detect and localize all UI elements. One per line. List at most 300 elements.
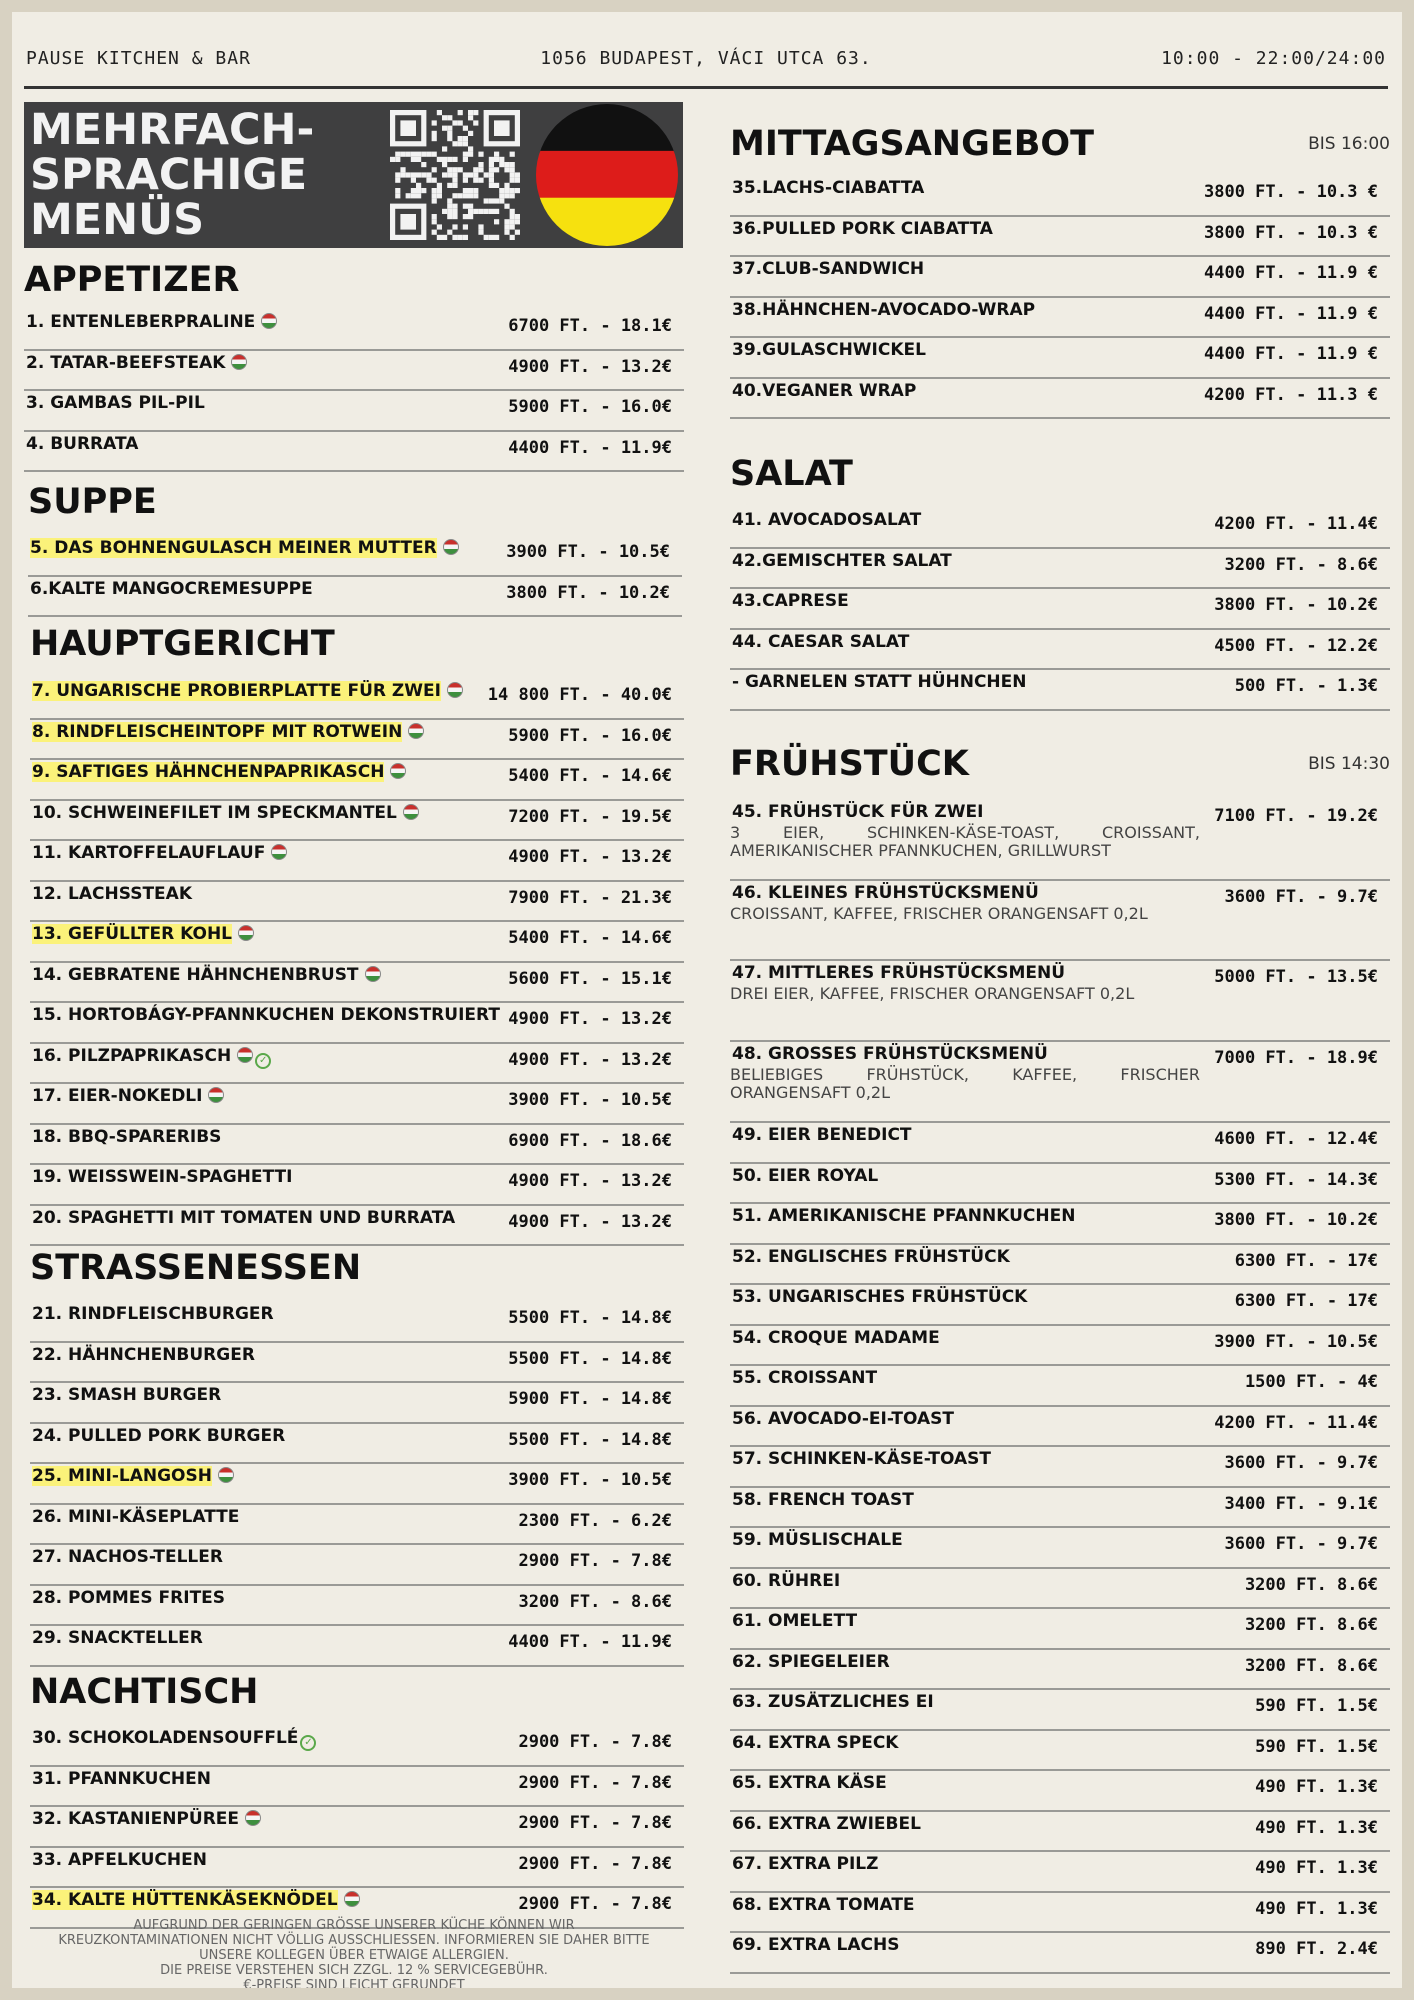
hungarian-flag-icon (238, 925, 254, 941)
menu-item-name (732, 1611, 857, 1631)
menu-item-price: 3600 FT. - 9.7€ (1224, 1453, 1378, 1473)
menu-item-price: 3600 FT. - 9.7€ (1224, 1534, 1378, 1554)
menu-item-name (32, 1728, 316, 1751)
menu-item-label: 43.CAPRESE (732, 591, 849, 611)
menu-item-name (732, 1652, 890, 1672)
hungarian-flag-icon (208, 1087, 224, 1103)
menu-item-label: 29. SNACKTELLER (32, 1628, 203, 1648)
menu-item[interactable] (730, 508, 1390, 549)
menu-item-label: 51. AMERIKANISCHE PFANNKUCHEN (732, 1206, 1076, 1226)
menu-item-name (32, 884, 192, 904)
menu-item[interactable] (30, 1505, 684, 1546)
banner-title (30, 105, 390, 245)
menu-item[interactable] (30, 1302, 684, 1343)
menu-item-label: 12. LACHSSTEAK (32, 883, 192, 904)
menu-item-description: DREI EIER, KAFFEE, FRISCHER ORANGENSAFT 0,2L (730, 984, 1135, 1003)
menu-item[interactable] (30, 882, 684, 923)
menu-item[interactable] (730, 217, 1390, 258)
menu-item-name (732, 672, 1027, 692)
menu-item[interactable] (730, 1690, 1390, 1731)
hungarian-flag-icon (365, 966, 381, 982)
menu-item-name (732, 1368, 877, 1388)
menu-item-price: 490 FT. 1.3€ (1255, 1817, 1378, 1838)
menu-item[interactable] (730, 1042, 1390, 1123)
menu-item-price: 590 FT. 1.5€ (1255, 1736, 1378, 1757)
menu-item[interactable] (730, 1123, 1390, 1164)
menu-item-price: 3200 FT. 8.6€ (1244, 1655, 1378, 1676)
menu-item-label: 10. SCHWEINEFILET IM SPECKMANTEL (32, 802, 397, 823)
menu-item-price: 2900 FT. - 7.8€ (518, 1813, 672, 1833)
section-title: NACHTISCH (30, 1672, 259, 1712)
menu-item[interactable] (730, 1326, 1390, 1367)
hungarian-flag-icon (408, 723, 424, 739)
menu-item-label: 55. CROISSANT (732, 1368, 878, 1388)
menu-item-price: 5500 FT. - 14.8€ (508, 1348, 672, 1369)
menu-item-name (32, 1046, 271, 1069)
menu-item-name (32, 1850, 207, 1870)
menu-item-name (32, 1588, 225, 1608)
menu-item[interactable] (28, 536, 682, 577)
menu-item-price: 7100 FT. - 19.2€ (1214, 806, 1378, 826)
menu-item[interactable] (730, 1245, 1390, 1286)
menu-item[interactable] (730, 1852, 1390, 1893)
menu-item-price: 5600 FT. - 15.1€ (508, 968, 672, 989)
menu-item-name (32, 1167, 292, 1187)
menu-item-name (32, 965, 381, 985)
menu-item-price: 2300 FT. - 6.2€ (518, 1510, 672, 1531)
restaurant-name: PAUSE KITCHEN & BAR (26, 48, 251, 69)
menu-item[interactable] (730, 670, 1390, 711)
menu-item-name (732, 1895, 915, 1915)
menu-item-name (732, 1571, 840, 1591)
menu-item[interactable] (24, 432, 684, 473)
hungarian-flag-icon (443, 539, 459, 555)
menu-item-price: 4400 FT. - 11.9€ (508, 1632, 672, 1652)
menu-item-name (732, 963, 1065, 983)
menu-item[interactable] (30, 1084, 684, 1125)
menu-item[interactable] (730, 257, 1390, 298)
menu-item-label: 27. NACHOS-TELLER (32, 1547, 223, 1567)
menu-item[interactable] (730, 961, 1390, 1042)
menu-item-price: 4900 FT. - 13.2€ (508, 1171, 672, 1191)
menu-item-name (32, 1769, 211, 1789)
menu-item-label: 54. CROQUE MADAME (732, 1327, 940, 1348)
menu-item-name (732, 1287, 1027, 1307)
menu-item[interactable] (28, 577, 682, 618)
menu-item-price: 3900 FT. - 10.5€ (508, 1090, 672, 1110)
menu-item[interactable] (30, 1003, 684, 1044)
section-title: SUPPE (28, 482, 157, 522)
hungarian-flag-icon (218, 1467, 234, 1483)
menu-item-name (30, 538, 459, 558)
menu-item-label: 36.PULLED PORK CIABATTA (732, 218, 993, 239)
menu-item[interactable] (730, 338, 1390, 379)
menu-item[interactable] (30, 1464, 684, 1505)
menu-item[interactable] (730, 630, 1390, 671)
footnote-line: AUFGRUND DER GERINGEN GRÖSSE UNSERER KÜCHE KÖNNEN WIR (133, 1918, 575, 1933)
menu-item[interactable] (30, 1807, 684, 1848)
section-title: APPETIZER (24, 260, 240, 300)
menu-item[interactable] (730, 1569, 1390, 1610)
menu-item-price: 2900 FT. - 7.8€ (518, 1732, 672, 1752)
menu-item[interactable] (30, 1343, 684, 1384)
menu-item[interactable] (730, 1893, 1390, 1934)
menu-item-price: 4200 FT. - 11.4€ (1214, 514, 1378, 534)
menu-item-price: 5900 FT. - 14.8€ (508, 1389, 672, 1409)
menu-item-label: 64. EXTRA SPECK (732, 1732, 899, 1753)
section-time-note: BIS 14:30 (1308, 754, 1390, 774)
menu-item-name (26, 312, 277, 332)
menu-item-price: 14 800 FT. - 40.0€ (487, 685, 672, 705)
menu-item-name (732, 178, 924, 198)
menu-item-price: 490 FT. 1.3€ (1255, 1777, 1378, 1797)
menu-item[interactable] (730, 1488, 1390, 1529)
menu-item-name (26, 434, 138, 454)
menu-item-label: 1. ENTENLEBERPRALINE (26, 312, 256, 332)
menu-item-price: 6300 FT. - 17€ (1234, 1250, 1378, 1271)
menu-item-price: 1500 FT. - 4€ (1244, 1372, 1378, 1392)
menu-item[interactable] (730, 1528, 1390, 1569)
menu-item-price: 5400 FT. - 14.6€ (508, 928, 672, 948)
menu-page (12, 12, 1402, 1988)
menu-item-price: 3800 FT. - 10.3 € (1204, 222, 1378, 243)
hungarian-flag-icon (271, 844, 287, 860)
menu-item-price: 3200 FT. - 8.6€ (518, 1591, 672, 1612)
menu-item-label: 32. KASTANIENPÜREE (32, 1809, 240, 1829)
banner-title-line: MENÜS (30, 195, 205, 245)
menu-item-name (32, 1890, 360, 1910)
menu-item-name (32, 1466, 234, 1486)
menu-item[interactable] (30, 760, 684, 801)
menu-item-label: 37.CLUB-SANDWICH (732, 259, 925, 279)
menu-item[interactable] (30, 1767, 684, 1808)
menu-item-name (32, 681, 463, 701)
footnote-line: DIE PREISE VERSTEHEN SICH ZZGL. 12 % SERVICEGEBÜHR. (160, 1963, 548, 1978)
hungarian-flag-icon (261, 313, 277, 329)
footnote-line: UNSERE KOLLEGEN ÜBER ETWAIGE ALLERGIEN. (199, 1948, 509, 1963)
menu-item-price: 5400 FT. - 14.6€ (508, 766, 672, 786)
menu-item[interactable] (730, 1407, 1390, 1448)
menu-item-label: 21. RINDFLEISCHBURGER (32, 1304, 274, 1324)
menu-item-label: 17. EIER-NOKEDLI (32, 1086, 203, 1106)
menu-item-price: 490 FT. 1.3€ (1255, 1858, 1378, 1878)
footnote-line: €-PREISE SIND LEICHT GERUNDET (243, 1978, 465, 1988)
german-flag-icon[interactable] (536, 104, 678, 246)
menu-item-name (32, 1127, 221, 1147)
menu-item-label: 68. EXTRA TOMATE (732, 1894, 915, 1915)
menu-item-label: 49. EIER BENEDICT (732, 1125, 912, 1145)
menu-item-price: 4600 FT. - 12.4€ (1214, 1129, 1378, 1149)
menu-item-name (32, 1304, 274, 1324)
menu-item-label: 40.VEGANER WRAP (732, 380, 917, 401)
menu-item-label: 11. KARTOFFELAUFLAUF (32, 843, 266, 863)
menu-item-description: CROISSANT, KAFFEE, FRISCHER ORANGENSAFT 0,2L (730, 904, 1148, 923)
menu-item-label: 66. EXTRA ZWIEBEL (732, 1813, 921, 1834)
menu-item-label: 58. FRENCH TOAST (732, 1489, 914, 1510)
menu-item[interactable] (730, 379, 1390, 420)
menu-item-price: 4900 FT. - 13.2€ (508, 1009, 672, 1029)
menu-item-name (32, 1507, 239, 1527)
menu-item-name (732, 1692, 934, 1712)
menu-item-label: 60. RÜHREI (732, 1570, 841, 1591)
menu-item-name (732, 591, 849, 611)
menu-item-label: 59. MÜSLISCHALE (732, 1530, 903, 1550)
menu-item-price: 4500 FT. - 12.2€ (1214, 635, 1378, 656)
menu-item[interactable] (30, 801, 684, 842)
menu-item-price: 3800 FT. - 10.2€ (1214, 1210, 1378, 1230)
menu-item-label: 34. KALTE HÜTTENKÄSEKNÖDEL (32, 1890, 338, 1910)
vegetarian-icon: ✓ (300, 1735, 316, 1751)
menu-item-name (732, 1935, 899, 1955)
menu-item-price: 3200 FT. 8.6€ (1244, 1615, 1378, 1635)
menu-item[interactable] (30, 1586, 684, 1627)
allergy-footnote (24, 1918, 684, 1988)
menu-item[interactable] (30, 1044, 684, 1085)
menu-item-price: 590 FT. 1.5€ (1255, 1696, 1378, 1716)
menu-item-label: 69. EXTRA LACHS (732, 1935, 900, 1955)
menu-item-price: 3800 FT. - 10.3 € (1204, 182, 1378, 202)
menu-item-label: 25. MINI-LANGOSH (32, 1466, 212, 1486)
menu-item-price: 3900 FT. - 10.5€ (506, 542, 670, 562)
menu-item-name (732, 883, 1039, 903)
menu-item-name (732, 510, 921, 530)
hungarian-flag-icon (344, 1891, 360, 1907)
menu-item-label: 13. GEFÜLLTER KOHL (32, 924, 233, 944)
menu-item[interactable] (730, 1650, 1390, 1691)
menu-item-label: 42.GEMISCHTER SALAT (732, 550, 952, 571)
menu-item-price: 4900 FT. - 13.2€ (508, 1211, 672, 1232)
menu-item-label: 4. BURRATA (26, 433, 139, 454)
menu-item-price: 2900 FT. - 7.8€ (518, 1853, 672, 1874)
banner-title-line: SPRACHIGE (30, 150, 308, 200)
menu-item-price: 3200 FT. - 8.6€ (1224, 554, 1378, 575)
menu-item-name (32, 1005, 500, 1025)
menu-item-name (30, 579, 313, 599)
menu-item-price: 4900 FT. - 13.2€ (508, 356, 672, 377)
menu-item-label: 50. EIER ROYAL (732, 1165, 879, 1186)
menu-item-price: 3400 FT. - 9.1€ (1224, 1493, 1378, 1514)
menu-item-label: 15. HORTOBÁGY-PFANNKUCHEN DEKONSTRUIERT (32, 1005, 500, 1025)
menu-item[interactable] (30, 1848, 684, 1889)
language-banner (24, 102, 683, 248)
menu-item-label: 47. MITTLERES FRÜHSTÜCKSMENÜ (732, 963, 1066, 983)
menu-item-name (32, 843, 287, 863)
menu-item[interactable] (730, 1285, 1390, 1326)
menu-item-name (32, 924, 254, 944)
menu-item[interactable] (730, 176, 1390, 217)
menu-item-price: 7200 FT. - 19.5€ (508, 806, 672, 827)
section-time-note: BIS 16:00 (1308, 134, 1390, 154)
menu-item-label: 8. RINDFLEISCHEINTOPF MIT ROTWEIN (32, 721, 403, 742)
menu-item[interactable] (30, 1165, 684, 1206)
menu-item[interactable] (24, 310, 684, 351)
menu-item-price: 3600 FT. - 9.7€ (1224, 887, 1378, 907)
menu-item[interactable] (24, 351, 684, 392)
menu-item[interactable] (730, 1447, 1390, 1488)
menu-item-name (26, 353, 247, 373)
hungarian-flag-icon (447, 682, 463, 698)
menu-item-label: 61. OMELETT (732, 1611, 858, 1631)
hungarian-flag-icon (245, 1810, 261, 1826)
menu-item-name (732, 1449, 991, 1469)
menu-item[interactable] (730, 1609, 1390, 1650)
menu-item-label: 65. EXTRA KÄSE (732, 1773, 887, 1793)
menu-item-price: 6900 FT. - 18.6€ (508, 1130, 672, 1151)
menu-item-price: 4200 FT. - 11.3 € (1204, 384, 1378, 405)
menu-item-name (732, 802, 983, 822)
menu-item-description: BELIEBIGES FRÜHSTÜCK, KAFFEE, FRISCHER ORANGENSAFT 0,2L (730, 1065, 1200, 1102)
menu-item-label: 18. BBQ-SPARERIBS (32, 1126, 222, 1147)
header-divider (24, 86, 1388, 89)
menu-item-label: 22. HÄHNCHENBURGER (32, 1344, 255, 1365)
menu-item-label: 31. PFANNKUCHEN (32, 1768, 211, 1789)
opening-hours: 10:00 - 22:00/24:00 (1161, 48, 1386, 69)
menu-item-price: 5000 FT. - 13.5€ (1214, 967, 1378, 987)
menu-item[interactable] (730, 1812, 1390, 1853)
menu-item-price: 2900 FT. - 7.8€ (518, 1772, 672, 1793)
menu-item-price: 500 FT. - 1.3€ (1234, 676, 1378, 696)
menu-item[interactable] (30, 720, 684, 761)
menu-item[interactable] (30, 1424, 684, 1465)
menu-item-price: 4900 FT. - 13.2€ (508, 847, 672, 867)
menu-item-name (32, 1628, 203, 1648)
menu-item[interactable] (30, 963, 684, 1004)
menu-item[interactable] (24, 391, 684, 432)
menu-item-name (732, 1328, 940, 1348)
hungarian-flag-icon (403, 804, 419, 820)
menu-item-price: 3800 FT. - 10.2€ (506, 582, 670, 603)
menu-item-price: 3900 FT. - 10.5€ (1214, 1331, 1378, 1352)
menu-item[interactable] (730, 1933, 1390, 1974)
menu-item-label: 62. SPIEGELEIER (732, 1651, 890, 1672)
menu-item-price: 7000 FT. - 18.9€ (1214, 1048, 1378, 1068)
menu-item-name (732, 1733, 898, 1753)
menu-item[interactable] (730, 1366, 1390, 1407)
menu-item-price: 5300 FT. - 14.3€ (1214, 1169, 1378, 1190)
hungarian-flag-icon (231, 354, 247, 370)
menu-item[interactable] (30, 922, 684, 963)
menu-item-price: 490 FT. 1.3€ (1255, 1898, 1378, 1919)
section-title: FRÜHSTÜCK (730, 744, 969, 784)
menu-item[interactable] (30, 1545, 684, 1586)
menu-item-price: 4200 FT. - 11.4€ (1214, 1412, 1378, 1433)
menu-item[interactable] (30, 1726, 684, 1767)
menu-item-price: 4400 FT. - 11.9 € (1204, 303, 1378, 324)
menu-item-label: 14. GEBRATENE HÄHNCHENBRUST (32, 964, 359, 985)
menu-item-label: 44. CAESAR SALAT (732, 631, 910, 652)
banner-title-line: MEHRFACH- (30, 105, 315, 155)
menu-item-price: 2900 FT. - 7.8€ (518, 1894, 672, 1914)
menu-item[interactable] (30, 679, 684, 720)
menu-item-label: 19. WEISSWEIN-SPAGHETTI (32, 1167, 293, 1187)
menu-item-label: 48. GROSSES FRÜHSTÜCKSMENÜ (732, 1044, 1048, 1064)
qr-code-icon[interactable] (390, 110, 520, 240)
menu-item[interactable] (30, 1626, 684, 1667)
menu-item-label: 33. APFELKUCHEN (32, 1849, 207, 1870)
menu-item-price: 3900 FT. - 10.5€ (508, 1470, 672, 1490)
menu-item[interactable] (730, 881, 1390, 961)
menu-item-label: 16. PILZPAPRIKASCH (32, 1045, 232, 1066)
menu-item-price: 4400 FT. - 11.9€ (508, 437, 672, 458)
menu-item-name (732, 1814, 921, 1834)
section-title: MITTAGSANGEBOT (730, 124, 1095, 164)
menu-item-name (32, 1345, 255, 1365)
menu-item-name (32, 803, 419, 823)
menu-item[interactable] (30, 841, 684, 882)
menu-item-price: 890 FT. 2.4€ (1255, 1939, 1378, 1959)
section-title: STRASSENESSEN (30, 1248, 362, 1288)
menu-item-label: 2. TATAR-BEEFSTEAK (26, 352, 226, 373)
menu-item-label: 57. SCHINKEN-KÄSE-TOAST (732, 1449, 991, 1469)
menu-item-name (32, 762, 406, 782)
menu-item-name (32, 722, 424, 742)
menu-item-description: 3 EIER, SCHINKEN-KÄSE-TOAST, CROISSANT, AMERIKANISCHER PFANNKUCHEN, GRILLWURST (730, 823, 1200, 860)
menu-item-name (732, 1166, 878, 1186)
menu-item-price: 7900 FT. - 21.3€ (508, 887, 672, 908)
menu-item[interactable] (30, 1125, 684, 1166)
menu-item-price: 3800 FT. - 10.2€ (1214, 595, 1378, 615)
menu-item-name (732, 259, 924, 279)
menu-item[interactable] (730, 549, 1390, 590)
menu-item-name (732, 340, 926, 360)
menu-item-label: 53. UNGARISCHES FRÜHSTÜCK (732, 1287, 1028, 1307)
menu-item[interactable] (730, 800, 1390, 881)
menu-item-label: 24. PULLED PORK BURGER (32, 1425, 286, 1446)
header-bar (26, 48, 1386, 78)
menu-item[interactable] (730, 1204, 1390, 1245)
menu-item-label: - GARNELEN STATT HÜHNCHEN (732, 672, 1027, 692)
menu-item-name (732, 1530, 903, 1550)
menu-item-name (732, 551, 952, 571)
menu-item-price: 5900 FT. - 16.0€ (508, 725, 672, 746)
menu-item-label: 26. MINI-KÄSEPLATTE (32, 1506, 240, 1527)
menu-item-price: 5900 FT. - 16.0€ (508, 397, 672, 417)
menu-item-label: 5. DAS BOHNENGULASCH MEINER MUTTER (30, 538, 437, 558)
menu-item-name (732, 1044, 1048, 1064)
menu-item-name (32, 1547, 223, 1567)
menu-item[interactable] (730, 298, 1390, 339)
menu-item-name (732, 300, 1035, 320)
menu-item-label: 7. UNGARISCHE PROBIERPLATTE FÜR ZWEI (32, 681, 441, 701)
menu-item-name (32, 1208, 455, 1228)
menu-item-label: 46. KLEINES FRÜHSTÜCKSMENÜ (732, 883, 1039, 903)
menu-item-name (732, 1247, 1010, 1267)
menu-item-price: 5500 FT. - 14.8€ (508, 1429, 672, 1450)
menu-item-label: 9. SAFTIGES HÄHNCHENPAPRIKASCH (32, 762, 385, 782)
hungarian-flag-icon (390, 763, 406, 779)
menu-item-label: 52. ENGLISCHES FRÜHSTÜCK (732, 1246, 1010, 1267)
menu-item-name (732, 1206, 1075, 1226)
menu-item[interactable] (730, 1164, 1390, 1205)
menu-item-name (32, 1086, 224, 1106)
menu-item[interactable] (730, 1771, 1390, 1812)
menu-item[interactable] (730, 589, 1390, 630)
footnote-line: KREUZKONTAMINATIONEN NICHT VÖLLIG AUSSCHLIESSEN. INFORMIEREN SIE DAHER BITTE (58, 1933, 650, 1948)
menu-item[interactable] (30, 1383, 684, 1424)
menu-item-label: 45. FRÜHSTÜCK FÜR ZWEI (732, 802, 984, 822)
menu-item-label: 41. AVOCADOSALAT (732, 510, 922, 530)
menu-item-price: 4400 FT. - 11.9 € (1204, 263, 1378, 283)
menu-item-label: 6.KALTE MANGOCREMESUPPE (30, 578, 313, 599)
menu-item[interactable] (30, 1206, 684, 1247)
menu-item-name (26, 393, 205, 413)
menu-item[interactable] (730, 1731, 1390, 1772)
menu-item-name (732, 632, 909, 652)
menu-item-label: 38.HÄHNCHEN-AVOCADO-WRAP (732, 299, 1036, 320)
menu-item-label: 3. GAMBAS PIL-PIL (26, 393, 205, 413)
menu-item-label: 35.LACHS-CIABATTA (732, 178, 925, 198)
vegetarian-icon: ✓ (255, 1053, 271, 1069)
